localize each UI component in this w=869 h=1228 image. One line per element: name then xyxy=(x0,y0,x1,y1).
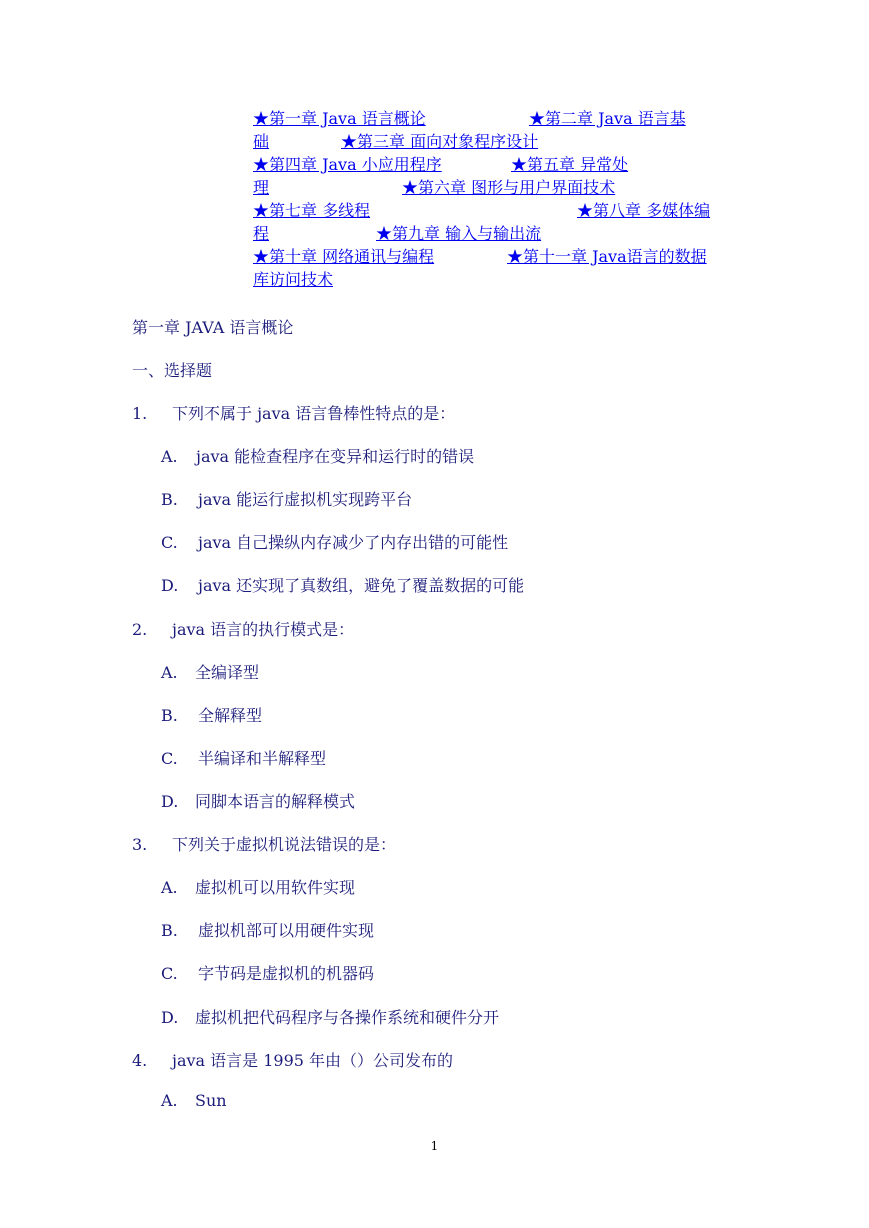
option-letter: A. xyxy=(161,1091,178,1110)
question-number: 1. xyxy=(132,404,148,423)
question-option xyxy=(161,746,326,769)
toc-link-chapter-6[interactable]: ★第六章 图形与用户界面技术 xyxy=(402,178,616,197)
toc-link-chapter-11-cont[interactable]: 库访问技术 xyxy=(253,270,334,289)
toc-link-chapter-7[interactable]: ★第七章 多线程 xyxy=(253,201,371,220)
question-option xyxy=(161,875,355,898)
toc-line xyxy=(253,245,743,268)
toc-line xyxy=(253,199,743,222)
toc-line xyxy=(253,268,743,291)
option-letter: C. xyxy=(161,964,178,983)
question-option xyxy=(161,660,259,683)
question-number: 3. xyxy=(132,835,148,854)
option-text: 半编译和半解释型 xyxy=(198,749,327,768)
option-text: 虚拟机部可以用硬件实现 xyxy=(198,921,375,940)
option-letter: A. xyxy=(161,878,178,897)
toc-link-chapter-8[interactable]: ★第八章 多媒体编 xyxy=(577,201,711,220)
option-text: Sun xyxy=(195,1091,227,1110)
option-text: java 自己操纵内存减少了内存出错的可能性 xyxy=(198,533,509,552)
option-letter: D. xyxy=(161,1008,179,1027)
question-option xyxy=(161,444,474,467)
option-text: java 还实现了真数组，避免了覆盖数据的可能 xyxy=(198,576,525,595)
question-number: 2. xyxy=(132,620,148,639)
toc-link-chapter-1[interactable]: ★第一章 Java 语言概论 xyxy=(253,109,426,128)
question-text: 下列不属于 java 语言鲁棒性特点的是： xyxy=(172,404,456,423)
page-number: 1 xyxy=(430,1139,439,1153)
option-text: java 能检查程序在变异和运行时的错误 xyxy=(196,447,475,466)
toc-line xyxy=(253,176,743,199)
option-text: 同脚本语言的解释模式 xyxy=(195,792,356,811)
toc-link-chapter-5[interactable]: ★第五章 异常处 xyxy=(511,155,629,174)
question-option xyxy=(161,487,412,510)
question-option xyxy=(161,703,262,726)
option-text: 全编译型 xyxy=(195,663,260,682)
question-option xyxy=(161,961,374,984)
question xyxy=(132,617,354,640)
section-heading: 一、选择题 xyxy=(132,361,213,380)
toc-link-chapter-9[interactable]: ★第九章 输入与输出流 xyxy=(376,224,542,243)
question-option xyxy=(161,918,374,941)
toc-link-chapter-3[interactable]: ★第三章 面向对象程序设计 xyxy=(341,132,539,151)
toc-link-chapter-5-cont[interactable]: 理 xyxy=(253,178,270,197)
question-option xyxy=(161,1091,227,1110)
toc-line xyxy=(253,153,743,176)
toc-line xyxy=(253,222,743,245)
table-of-contents xyxy=(253,107,743,291)
option-text: 全解释型 xyxy=(198,706,263,725)
option-letter: A. xyxy=(161,447,178,466)
chapter-heading: 第一章 JAVA 语言概论 xyxy=(132,318,294,337)
toc-link-chapter-4[interactable]: ★第四章 Java 小应用程序 xyxy=(253,155,442,174)
question-text: java 语言的执行模式是： xyxy=(172,620,355,639)
option-letter: D. xyxy=(161,792,179,811)
question-option xyxy=(161,530,508,553)
option-letter: D. xyxy=(161,576,179,595)
option-text: 虚拟机把代码程序与各操作系统和硬件分开 xyxy=(195,1008,500,1027)
toc-link-chapter-2-cont[interactable]: 础 xyxy=(253,132,270,151)
option-text: 字节码是虚拟机的机器码 xyxy=(198,964,375,983)
question xyxy=(132,401,455,424)
question xyxy=(132,1048,453,1071)
toc-link-chapter-10[interactable]: ★第十章 网络通讯与编程 xyxy=(253,247,435,266)
toc-line xyxy=(253,130,743,153)
option-letter: C. xyxy=(161,533,178,552)
question xyxy=(132,832,396,855)
option-text: 虚拟机可以用软件实现 xyxy=(195,878,356,897)
option-letter: C. xyxy=(161,749,178,768)
question-option xyxy=(161,789,355,812)
toc-link-chapter-11[interactable]: ★第十一章 Java语言的数据 xyxy=(507,247,707,266)
toc-link-chapter-8-cont[interactable]: 程 xyxy=(253,224,270,243)
question-option xyxy=(161,573,524,596)
question-option xyxy=(161,1005,499,1028)
question-text: 下列关于虚拟机说法错误的是： xyxy=(172,835,397,854)
toc-line xyxy=(253,107,743,130)
option-letter: B. xyxy=(161,490,178,509)
option-letter: B. xyxy=(161,921,178,940)
option-text: java 能运行虚拟机实现跨平台 xyxy=(198,490,413,509)
toc-link-chapter-2[interactable]: ★第二章 Java 语言基 xyxy=(529,109,686,128)
option-letter: A. xyxy=(161,663,178,682)
option-letter: B. xyxy=(161,706,178,725)
question-text: java 语言是 1995 年由（）公司发布的 xyxy=(172,1051,454,1070)
question-number: 4. xyxy=(132,1051,148,1070)
